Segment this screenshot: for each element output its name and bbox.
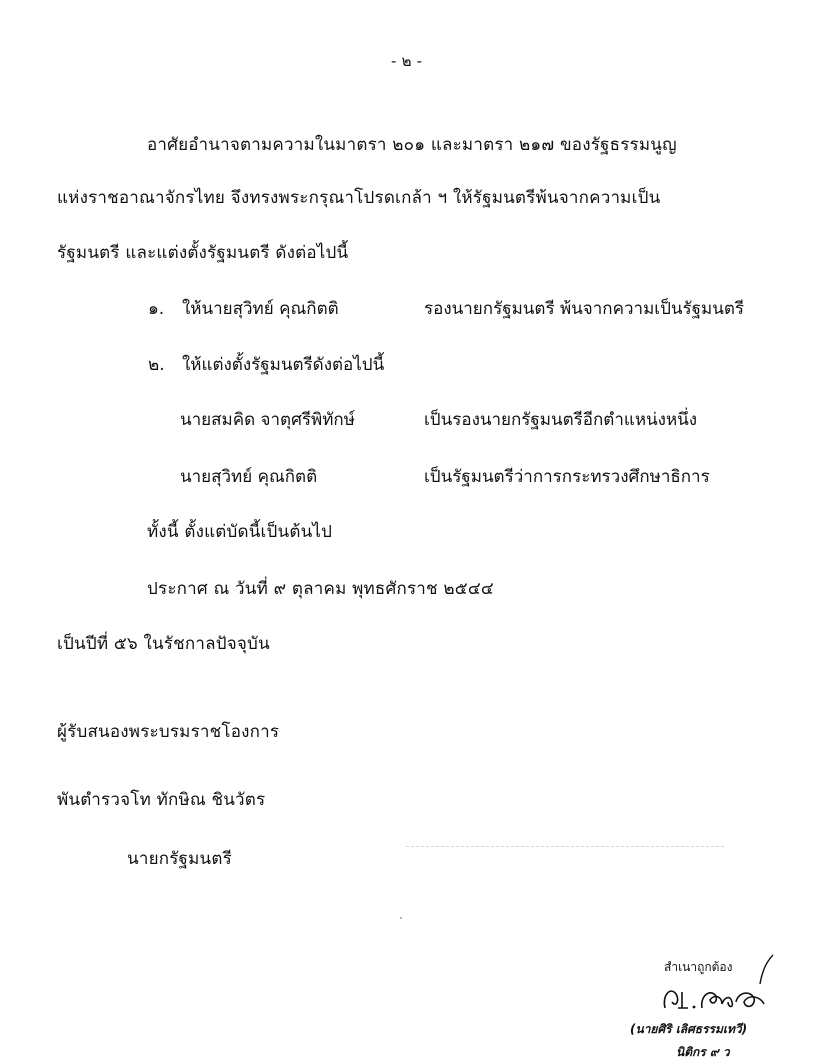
reign-year: เป็นปีที่ ๕๖ ในรัชกาลปัจจุบัน [57, 634, 270, 654]
list-item-text: ให้นายสุวิทย์ คุณกิตติ [182, 299, 339, 319]
body-paragraph-line-2: แห่งราชอาณาจักรไทย จึงทรงพระกรุณาโปรดเกล้า ฯ ให้รัฐมนตรีพ้นจากความเป็น [57, 188, 661, 208]
scan-artifact-dot [400, 917, 402, 919]
appointee-position: เป็นรองนายกรัฐมนตรีอีกตำแหน่งหนึ่ง [424, 410, 698, 430]
certifier-name: (นายศิริ เลิศธรรมเทวี) [630, 1022, 748, 1036]
appointee-name: นายสุวิทย์ คุณกิตติ [180, 467, 318, 487]
list-item-text: ให้แต่งตั้งรัฐมนตรีดังต่อไปนี้ [182, 355, 385, 375]
body-paragraph-line-3: รัฐมนตรี และแต่งตั้งรัฐมนตรี ดังต่อไปนี้ [57, 243, 349, 263]
effective-statement: ทั้งนี้ ตั้งแต่บัดนี้เป็นต้นไป [147, 522, 333, 542]
body-paragraph-line-1: อาศัยอำนาจตามความในมาตรา ๒๐๑ และมาตรา ๒๑๗ ของรัฐธรรมนูญ [147, 135, 677, 155]
countersign-name: พันตำรวจโท ทักษิณ ชินวัตร [57, 790, 266, 810]
countersign-title: ผู้รับสนองพระบรมราชโองการ [57, 722, 280, 742]
scan-artifact-line [406, 846, 724, 847]
appointee-name: นายสมคิด จาตุศรีพิทักษ์ [180, 410, 355, 430]
countersign-position: นายกรัฐมนตรี [127, 849, 232, 869]
list-item-role: รองนายกรัฐมนตรี พ้นจากความเป็นรัฐมนตรี [424, 299, 745, 319]
proclamation-date: ประกาศ ณ วันที่ ๙ ตุลาคม พุทธศักราช ๒๕๔๔ [147, 579, 494, 599]
certifier-position: นิติกร ๙ ว [676, 1045, 730, 1059]
list-item-number: ๑. [148, 299, 165, 319]
certification-label: สำเนาถูกต้อง [664, 960, 733, 974]
list-item-number: ๒. [148, 355, 165, 375]
appointee-position: เป็นรัฐมนตรีว่าการกระทรวงศึกษาธิการ [424, 467, 710, 487]
handwritten-signature-icon [618, 950, 798, 1022]
certification-block [618, 950, 798, 1057]
page-number: - ๒ - [391, 52, 423, 70]
